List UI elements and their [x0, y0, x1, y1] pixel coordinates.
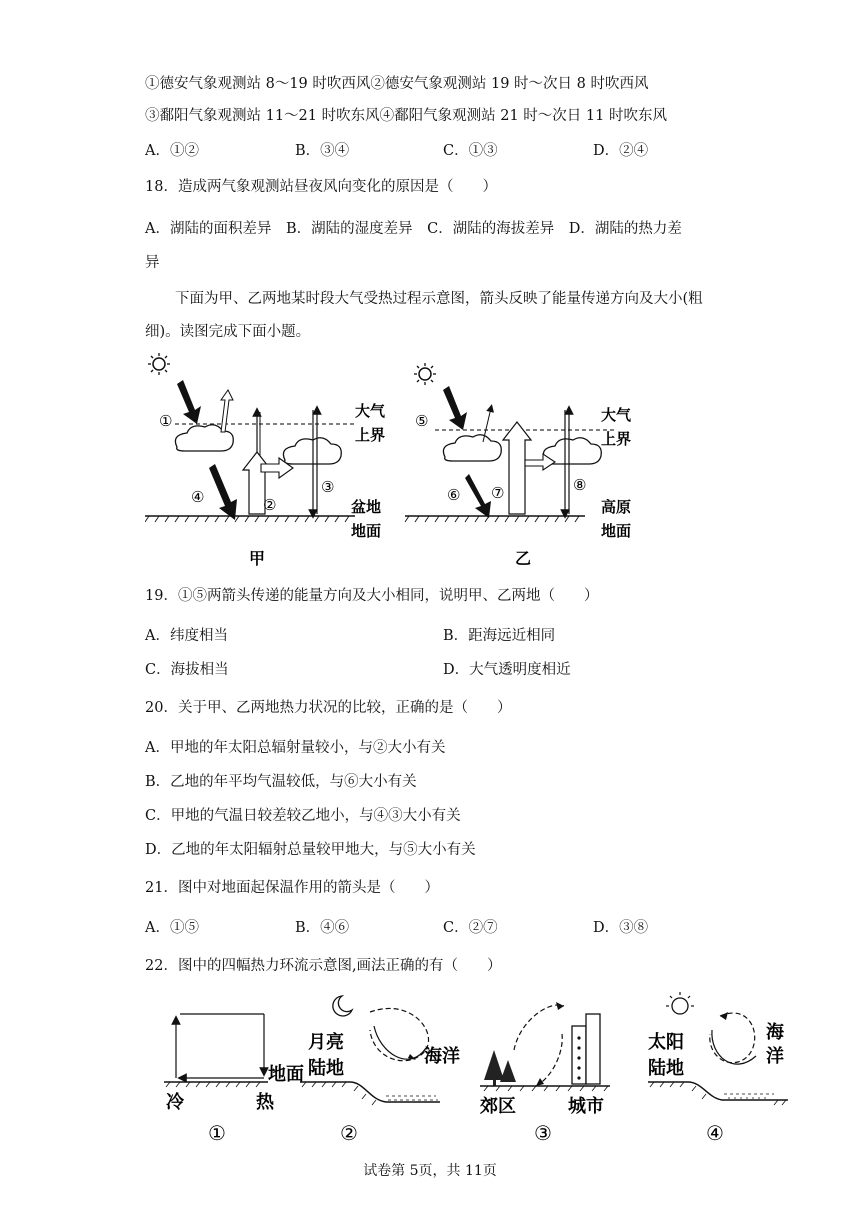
label-8: ⑧ — [573, 476, 587, 494]
label-atmosphere-top: 大气 — [601, 406, 632, 424]
label-3: ③ — [321, 478, 335, 496]
label-4: ④ — [191, 488, 205, 506]
circulation-panel-1 — [164, 1014, 304, 1145]
q20-option-a: A．甲地的年太阳总辐射量较小，与②大小有关 — [145, 740, 446, 756]
q17-option-c: C．①③ — [443, 143, 498, 159]
cloud-left-icon — [443, 435, 501, 461]
q21-option-d: D．③⑧ — [593, 920, 649, 936]
intro-line-1: 下面为甲、乙两地某时段大气受热过程示意图，箭头反映了能量传递方向及大小(粗 — [175, 291, 703, 307]
q20-option-b: B．乙地的年平均气温较低，与⑥大小有关 — [145, 774, 417, 790]
thermal-circulation-figure — [160, 990, 790, 1150]
label-sea-1: 海 — [766, 1022, 784, 1043]
q21-option-c: C．②⑦ — [443, 920, 498, 936]
panel-number-4: ④ — [706, 1121, 724, 1145]
label-atmosphere-top-2: 上界 — [355, 426, 386, 444]
label-7: ⑦ — [491, 484, 505, 502]
hollow-arrow-7 — [503, 422, 531, 514]
sun-icon — [666, 992, 694, 1014]
label-plateau: 高原 — [601, 498, 632, 516]
thick-arrow-4 — [209, 464, 237, 520]
q18-options-wrap: 异 — [145, 255, 160, 271]
page-footer: 试卷第 5页，共 11页 — [363, 1163, 497, 1179]
caption-yi: 乙 — [515, 549, 532, 568]
label-ground-right: 地面 — [601, 522, 632, 540]
sun-icon — [414, 363, 436, 385]
label-cold: 冷 — [166, 1092, 184, 1113]
label-city: 城市 — [568, 1096, 604, 1117]
q21-option-b: B．④⑥ — [295, 920, 350, 936]
circulation-panel-3 — [480, 1002, 610, 1145]
label-land: 陆地 — [308, 1058, 344, 1079]
panel-number-2: ② — [340, 1121, 358, 1145]
caption-jia: 甲 — [249, 549, 266, 568]
panel-number-1: ① — [208, 1121, 226, 1145]
cloud-right-icon — [283, 438, 341, 464]
label-1: ① — [159, 412, 173, 430]
label-5: ⑤ — [415, 412, 429, 430]
label-atmosphere-top-2: 上界 — [601, 430, 632, 448]
label-basin: 盆地 — [351, 498, 382, 516]
label-sea-2: 洋 — [766, 1046, 784, 1067]
q19-option-b: B．距海远近相同 — [443, 628, 556, 644]
q20-option-c: C．甲地的气温日较差较乙地小，与④③大小有关 — [145, 808, 461, 824]
label-2: ② — [263, 496, 277, 514]
q18-options: A．湖陆的面积差异 B．湖陆的湿度差异 C．湖陆的海拔差异 D．湖陆的热力差 — [145, 221, 682, 237]
label-sea: 海洋 — [424, 1046, 460, 1067]
label-moon: 月亮 — [308, 1032, 344, 1053]
atmosphere-heating-figure — [145, 352, 645, 572]
q19-stem: 19．①⑤两箭头传递的能量方向及大小相同，说明甲、乙两地（ ） — [145, 588, 599, 604]
label-atmosphere-top: 大气 — [355, 402, 386, 420]
panel-number-3: ③ — [534, 1121, 552, 1145]
label-suburb: 郊区 — [480, 1096, 516, 1117]
thick-arrow-5 — [443, 386, 467, 430]
q19-option-d: D．大气透明度相近 — [443, 662, 571, 678]
sun-icon — [148, 353, 170, 375]
q17-statement-line-2: ③鄱阳气象观测站 11～21 时吹东风④鄱阳气象观测站 21 时～次日 11 时吹东风 — [145, 108, 667, 124]
label-hot: 热 — [256, 1092, 274, 1113]
moon-icon — [333, 996, 352, 1016]
q21-option-a: A．①⑤ — [145, 920, 199, 936]
q17-option-d: D．②④ — [593, 143, 649, 159]
q20-option-d: D．乙地的年太阳辐射总量较甲地大，与⑤大小有关 — [145, 842, 476, 858]
q21-stem: 21．图中对地面起保温作用的箭头是（ ） — [145, 880, 439, 896]
intro-line-2: 细)。读图完成下面小题。 — [145, 324, 311, 340]
label-ground: 地面 — [268, 1064, 304, 1085]
q19-option-a: A．纬度相当 — [145, 628, 228, 644]
city-buildings-icon — [572, 1014, 600, 1084]
tree-icon — [484, 1050, 516, 1086]
q17-option-a: A．①② — [145, 143, 199, 159]
label-ground-left: 地面 — [351, 522, 382, 540]
q18-stem: 18．造成两气象观测站昼夜风向变化的原因是（ ） — [145, 179, 497, 195]
q17-statement-line-1: ①德安气象观测站 8～19 时吹西风②德安气象观测站 19 时～次日 8 时吹西风 — [145, 76, 649, 92]
panel-jia — [145, 353, 386, 568]
label-6: ⑥ — [447, 486, 461, 504]
q17-option-b: B．③④ — [295, 143, 350, 159]
circulation-panel-4 — [648, 992, 788, 1145]
thick-arrow-1 — [177, 380, 201, 424]
q20-stem: 20．关于甲、乙两地热力状况的比较，正确的是（ ） — [145, 700, 512, 716]
circulation-panel-2 — [300, 996, 460, 1145]
panel-yi — [405, 363, 632, 568]
thick-arrow-6 — [465, 474, 491, 518]
label-land: 陆地 — [648, 1058, 684, 1079]
label-sun: 太阳 — [648, 1032, 684, 1053]
q22-stem: 22．图中的四幅热力环流示意图,画法正确的有（ ） — [145, 958, 502, 974]
q19-option-c: C．海拔相当 — [145, 662, 229, 678]
